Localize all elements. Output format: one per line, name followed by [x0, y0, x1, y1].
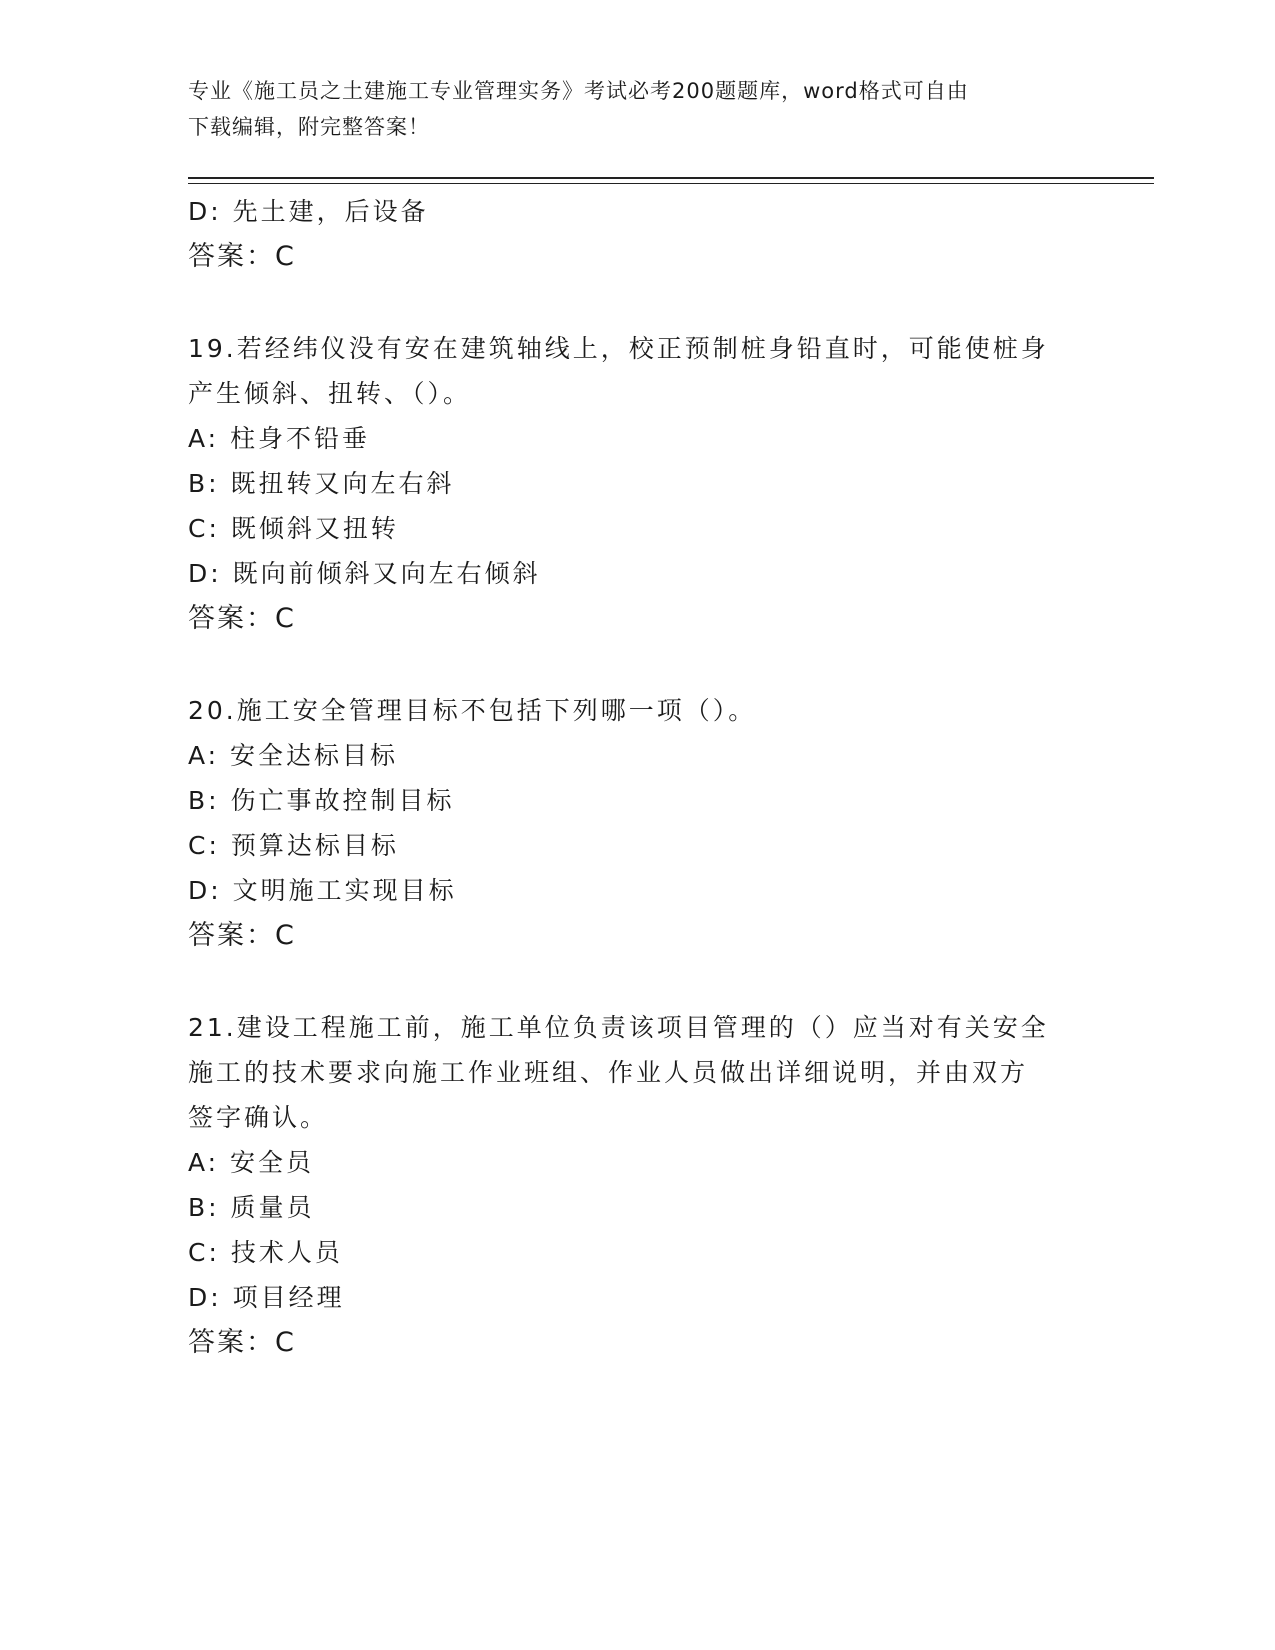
option-d: D: 既向前倾斜又向左右倾斜 — [188, 559, 541, 588]
option-b: B: 伤亡事故控制目标 — [188, 786, 455, 815]
question-list — [188, 189, 1088, 1365]
question-20 — [188, 688, 1088, 958]
option-a: A: 柱身不铅垂 — [188, 424, 371, 453]
header-line: 专业《施工员之土建施工专业管理实务》考试必考200题题库，word格式可自由 — [188, 79, 969, 103]
answer-line: 答案：C — [188, 1327, 296, 1358]
option-d: D: 先土建，后设备 — [188, 197, 429, 226]
question-19 — [188, 326, 1088, 641]
answer-line: 答案：C — [188, 920, 296, 951]
question-stem: 签字确认。 — [188, 1103, 329, 1132]
answer-line: 答案：C — [188, 603, 296, 634]
question-stem: 21.建设工程施工前，施工单位负责该项目管理的（）应当对有关安全 — [188, 1013, 1049, 1042]
option-c: C: 既倾斜又扭转 — [188, 514, 399, 543]
option-a: A: 安全达标目标 — [188, 741, 399, 770]
option-b: B: 质量员 — [188, 1193, 315, 1222]
question-stem: 施工的技术要求向施工作业班组、作业人员做出详细说明，并由双方 — [188, 1058, 1029, 1087]
option-d: D: 项目经理 — [188, 1283, 345, 1312]
question-stem: 20.施工安全管理目标不包括下列哪一项（）。 — [188, 696, 757, 725]
option-c: C: 预算达标目标 — [188, 831, 399, 860]
question-stem: 产生倾斜、扭转、（）。 — [188, 379, 472, 408]
document-header — [188, 73, 1088, 145]
option-c: C: 技术人员 — [188, 1238, 343, 1267]
header-line: 下载编辑，附完整答案！ — [188, 115, 430, 139]
option-d: D: 文明施工实现目标 — [188, 876, 457, 905]
question-21 — [188, 1005, 1088, 1365]
header-divider — [188, 183, 1154, 184]
answer-line: 答案：C — [188, 241, 296, 272]
option-a: A: 安全员 — [188, 1148, 315, 1177]
option-b: B: 既扭转又向左右斜 — [188, 469, 455, 498]
question-stem: 19.若经纬仪没有安在建筑轴线上，校正预制桩身铅直时，可能使桩身 — [188, 334, 1049, 363]
header-divider — [188, 177, 1154, 179]
